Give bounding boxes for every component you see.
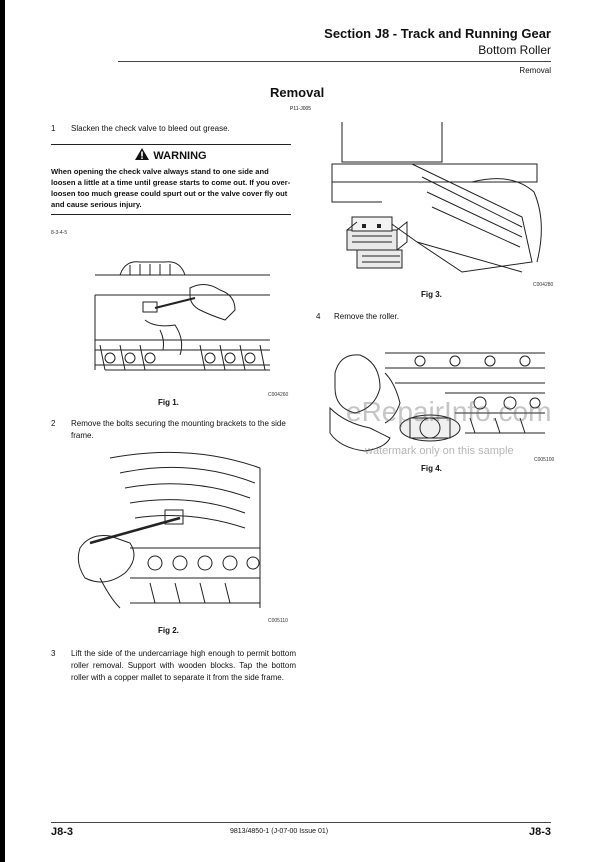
step-1	[51, 123, 296, 135]
step-number: 3	[51, 649, 56, 658]
subsection-title: Bottom Roller	[478, 43, 551, 57]
page-number-left: J8-3	[51, 826, 74, 838]
watermark-site: eRepairInfo.com	[346, 396, 552, 427]
watermark-note: watermark only on this sample	[365, 445, 514, 457]
fig-1-illustration	[85, 250, 275, 390]
fig-3-code: C004280	[533, 282, 554, 288]
footer-rule	[51, 822, 551, 823]
step-3	[51, 648, 296, 684]
page-number-right: J8-3	[528, 826, 551, 838]
scan-edge-bar	[0, 0, 5, 862]
step-number: 4	[316, 312, 321, 321]
fig-1-caption: Fig 1.	[158, 398, 179, 407]
fig-2-illustration	[70, 448, 270, 618]
warning-title-text: WARNING	[153, 150, 207, 162]
warning-code: 8-3-4-5	[51, 230, 68, 236]
warning-title	[51, 145, 291, 164]
section-title: Section J8 - Track and Running Gear	[324, 26, 551, 41]
step-number: 2	[51, 419, 56, 428]
step-2	[51, 418, 296, 442]
document-reference: 9813/4850-1 (J-07-00 Issue 01)	[230, 828, 329, 835]
step-text: Remove the roller.	[334, 312, 399, 321]
fig-2-code: C005110	[268, 618, 288, 624]
warning-triangle-icon	[135, 148, 149, 160]
step-4	[316, 311, 556, 323]
warning-text: When opening the check valve always stand to one side and loosen a little at a time until grease starts to come out. If you over-loosen too much grease could spurt out or the valve cover fly out and cause serious injury.	[51, 167, 291, 209]
fig-4-code: C005100	[534, 457, 555, 463]
step-number: 1	[51, 124, 56, 133]
step-text: Lift the side of the undercarriage high enough to permit bottom roller removal. Support with wooden blocks. Tap the bottom roller with a copper mallet to separate it from the side frame.	[71, 649, 296, 682]
page-heading: Removal	[270, 85, 325, 100]
topic-label: Removal	[519, 66, 551, 75]
warning-box	[51, 144, 291, 215]
fig-4-caption: Fig 4.	[421, 464, 442, 473]
reference-code: P11-J005	[290, 106, 312, 112]
header-rule	[118, 61, 551, 62]
fig-3-illustration	[322, 122, 550, 280]
fig-2-caption: Fig 2.	[158, 626, 179, 635]
step-text: Slacken the check valve to bleed out grease.	[71, 124, 230, 133]
fig-1-code: C004260	[268, 392, 289, 398]
fig-3-caption: Fig 3.	[421, 290, 442, 299]
step-text: Remove the bolts securing the mounting brackets to the side frame.	[71, 419, 286, 440]
